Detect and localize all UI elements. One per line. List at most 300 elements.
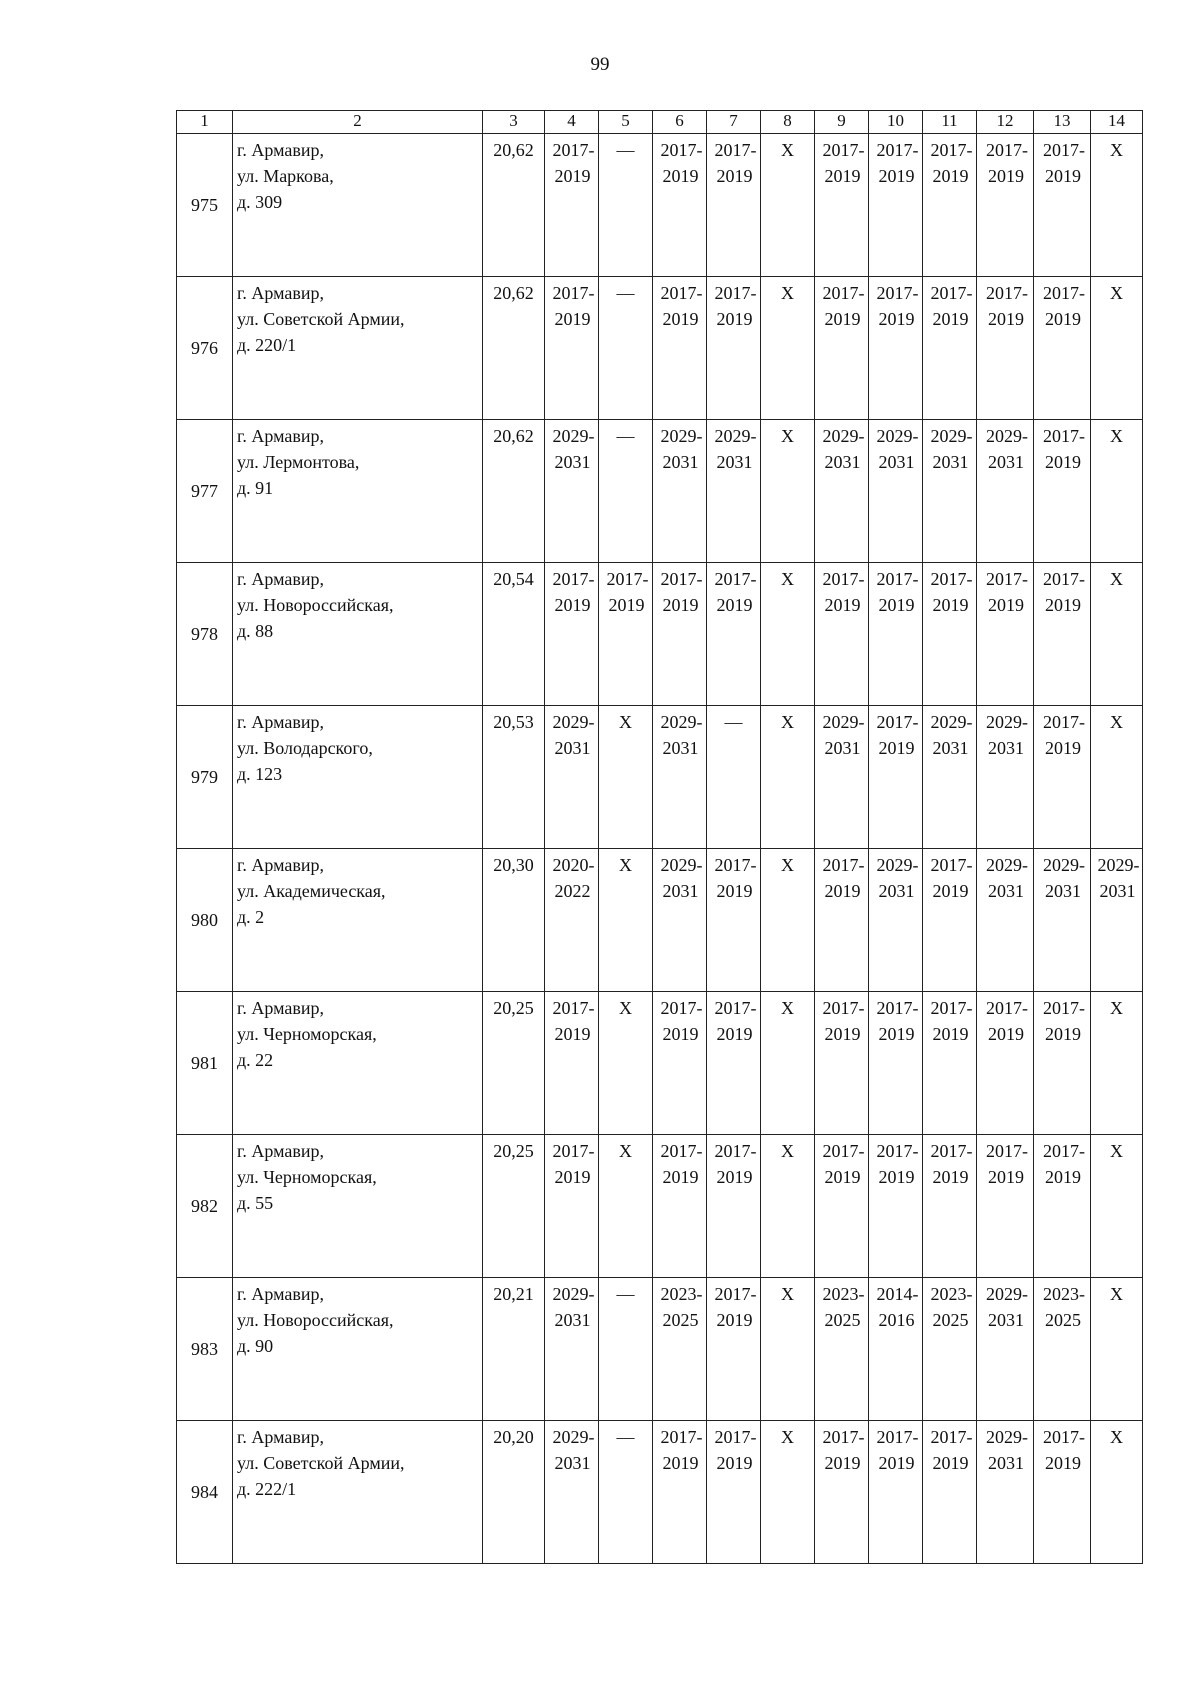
schedule-cell: Х [1091,706,1143,849]
schedule-cell [923,563,977,706]
schedule-cell [1034,134,1091,277]
schedule-cell [815,706,869,849]
schedule-cell [653,1135,707,1278]
period-start: 2017- [552,283,595,303]
period-start: 2017- [1043,140,1085,160]
schedule-cell [923,134,977,277]
period-start: 2017- [822,140,865,160]
period-start: 2017- [1043,283,1085,303]
schedule-cell [1034,992,1091,1135]
address-cell [233,134,483,277]
area-cell: 20,53 [483,706,545,849]
table-row [177,420,1143,563]
period-start: 2017- [986,569,1028,589]
period-start: 2023- [1043,1284,1085,1304]
period-end: 2031 [554,738,591,758]
period-start: 2017- [552,140,595,160]
period-start: 2023- [930,1284,973,1304]
period-end: 2019 [662,1453,699,1473]
period-start: 2020- [552,855,595,875]
schedule-cell [653,849,707,992]
schedule-cell [545,992,599,1135]
schedule-cell: Х [761,420,815,563]
schedule-cell [869,992,923,1135]
period-end: 2031 [716,452,753,472]
schedule-cell [923,1421,977,1564]
period-end: 2019 [932,166,969,186]
schedule-cell: Х [761,992,815,1135]
period-end: 2019 [1045,1453,1081,1473]
row-number: 983 [177,1278,233,1421]
period-start: 2017- [986,998,1028,1018]
period-end: 2031 [824,452,861,472]
period-start: 2017- [876,140,919,160]
period-start: 2029- [876,855,919,875]
schedule-cell [869,706,923,849]
schedule-cell: — [707,706,761,849]
schedule-cell [545,1421,599,1564]
area-cell: 20,21 [483,1278,545,1421]
period-end: 2019 [1045,595,1081,615]
period-end: 2019 [824,1024,861,1044]
schedule-cell [1034,849,1091,992]
schedule-cell: Х [599,992,653,1135]
schedule-cell [1034,1421,1091,1564]
schedule-cell [1034,1135,1091,1278]
period-end: 2019 [932,1453,969,1473]
period-start: 2029- [986,855,1028,875]
address-line: ул. Лермонтова, [237,452,360,472]
schedule-cell [869,277,923,420]
address-line: г. Армавир, [237,569,324,589]
period-end: 2019 [878,1453,915,1473]
schedule-cell [869,420,923,563]
period-start: 2029- [822,712,865,732]
schedule-cell [815,277,869,420]
period-end: 2019 [824,1453,861,1473]
schedule-cell [977,420,1034,563]
row-number: 977 [177,420,233,563]
period-end: 2031 [932,452,969,472]
period-start: 2029- [930,426,973,446]
address-line: ул. Черноморская, [237,1024,377,1044]
period-start: 2029- [822,426,865,446]
address-cell [233,706,483,849]
period-start: 2017- [930,1427,973,1447]
address-cell [233,277,483,420]
period-end: 2019 [932,309,969,329]
period-end: 2019 [662,166,699,186]
period-start: 2029- [660,855,703,875]
schedule-cell: Х [761,277,815,420]
repair-schedule-table [176,110,1143,1564]
period-end: 2031 [662,881,699,901]
schedule-cell [923,1135,977,1278]
address-line: ул. Маркова, [237,166,334,186]
period-start: 2017- [822,569,865,589]
period-end: 2019 [824,1167,861,1187]
period-end: 2031 [988,1310,1024,1330]
period-end: 2019 [878,1024,915,1044]
schedule-cell: Х [761,706,815,849]
period-end: 2019 [554,166,591,186]
schedule-cell [869,1135,923,1278]
column-number-header: 8 [761,111,815,134]
schedule-cell [977,277,1034,420]
period-start: 2017- [552,569,595,589]
schedule-cell [869,1278,923,1421]
schedule-cell [869,563,923,706]
period-start: 2017- [986,140,1028,160]
period-end: 2019 [1045,1167,1081,1187]
column-number-header: 4 [545,111,599,134]
period-end: 2019 [824,309,861,329]
address-cell [233,563,483,706]
period-end: 2031 [988,881,1024,901]
period-start: 2017- [876,712,919,732]
address-cell [233,1421,483,1564]
schedule-cell: Х [761,1421,815,1564]
schedule-cell [1034,277,1091,420]
period-end: 2019 [878,166,915,186]
schedule-cell [977,134,1034,277]
period-end: 2019 [716,1167,753,1187]
row-number: 978 [177,563,233,706]
schedule-cell [923,849,977,992]
address-line: д. 55 [237,1193,274,1213]
period-end: 2019 [716,166,753,186]
schedule-cell: Х [1091,277,1143,420]
period-end: 2019 [988,1167,1024,1187]
schedule-cell [1034,420,1091,563]
address-line: г. Армавир, [237,712,324,732]
schedule-cell: Х [1091,563,1143,706]
row-number: 981 [177,992,233,1135]
period-end: 2025 [932,1310,969,1330]
schedule-cell: — [599,277,653,420]
column-number-header: 5 [599,111,653,134]
schedule-cell: — [599,1421,653,1564]
schedule-cell [707,420,761,563]
schedule-cell [977,1421,1034,1564]
period-end: 2019 [932,1024,969,1044]
schedule-cell [815,134,869,277]
period-end: 2019 [716,1310,753,1330]
period-start: 2017- [714,569,757,589]
address-cell [233,420,483,563]
address-line: д. 309 [237,192,283,212]
column-number-header: 3 [483,111,545,134]
period-start: 2029- [552,426,595,446]
period-start: 2017- [822,283,865,303]
period-end: 2031 [554,1453,591,1473]
row-number: 984 [177,1421,233,1564]
period-start: 2017- [714,283,757,303]
schedule-cell: Х [761,1278,815,1421]
schedule-cell [1034,706,1091,849]
period-end: 2019 [824,881,861,901]
column-number-header: 2 [233,111,483,134]
table-row [177,563,1143,706]
period-start: 2017- [930,569,973,589]
period-end: 2019 [554,309,591,329]
schedule-cell [869,1421,923,1564]
schedule-cell: Х [1091,1278,1143,1421]
period-end: 2019 [988,166,1024,186]
schedule-cell [1034,563,1091,706]
schedule-cell [923,992,977,1135]
period-end: 2019 [878,309,915,329]
period-start: 2017- [1043,1141,1085,1161]
schedule-cell [869,134,923,277]
table-row [177,706,1143,849]
period-start: 2029- [1043,855,1085,875]
schedule-cell [977,849,1034,992]
period-start: 2029- [552,1284,595,1304]
schedule-cell: Х [1091,1135,1143,1278]
period-start: 2029- [1097,855,1140,875]
schedule-cell [653,134,707,277]
period-start: 2029- [660,712,703,732]
period-start: 2023- [660,1284,703,1304]
schedule-cell: Х [599,706,653,849]
area-cell: 20,25 [483,1135,545,1278]
schedule-cell [815,992,869,1135]
period-start: 2017- [714,1427,757,1447]
schedule-cell [545,563,599,706]
period-end: 2019 [824,595,861,615]
column-number-header: 10 [869,111,923,134]
schedule-cell [707,992,761,1135]
schedule-cell: Х [761,134,815,277]
address-line: д. 91 [237,478,274,498]
period-start: 2017- [552,998,595,1018]
schedule-cell [653,706,707,849]
area-cell: 20,30 [483,849,545,992]
period-start: 2029- [552,1427,595,1447]
schedule-cell [977,563,1034,706]
period-end: 2019 [988,309,1024,329]
schedule-cell: Х [1091,1421,1143,1564]
schedule-cell [869,849,923,992]
address-line: д. 90 [237,1336,274,1356]
period-start: 2029- [930,712,973,732]
row-number: 982 [177,1135,233,1278]
schedule-cell [815,1135,869,1278]
schedule-cell [707,849,761,992]
period-start: 2029- [986,1427,1028,1447]
address-line: ул. Советской Армии, [237,1453,405,1473]
address-cell [233,992,483,1135]
area-cell: 20,62 [483,277,545,420]
address-line: ул. Советской Армии, [237,309,405,329]
period-end: 2019 [716,595,753,615]
schedule-cell [545,1135,599,1278]
address-line: д. 222/1 [237,1479,297,1499]
period-start: 2017- [930,1141,973,1161]
period-start: 2017- [822,1141,865,1161]
schedule-cell: — [599,134,653,277]
column-number-header: 6 [653,111,707,134]
period-start: 2029- [552,712,595,732]
schedule-cell [653,563,707,706]
period-start: 2029- [660,426,703,446]
period-start: 2017- [876,1427,919,1447]
period-end: 2019 [988,1024,1024,1044]
table-row [177,134,1143,277]
period-end: 2031 [988,1453,1024,1473]
row-number: 976 [177,277,233,420]
period-end: 2019 [1045,452,1081,472]
address-line: ул. Черноморская, [237,1167,377,1187]
period-end: 2025 [662,1310,699,1330]
schedule-cell [1034,1278,1091,1421]
period-end: 2031 [1045,881,1081,901]
schedule-cell [923,420,977,563]
row-number: 979 [177,706,233,849]
schedule-cell [815,1278,869,1421]
schedule-cell [653,1421,707,1564]
address-line: ул. Академическая, [237,881,386,901]
column-number-header: 11 [923,111,977,134]
schedule-cell: Х [761,1135,815,1278]
period-start: 2017- [876,1141,919,1161]
period-end: 2019 [554,1024,591,1044]
address-line: г. Армавир, [237,426,324,446]
period-start: 2029- [986,712,1028,732]
schedule-cell [977,1135,1034,1278]
schedule-cell [545,849,599,992]
period-end: 2019 [878,595,915,615]
period-start: 2017- [876,283,919,303]
period-end: 2019 [554,1167,591,1187]
schedule-cell [707,563,761,706]
address-line: г. Армавир, [237,140,324,160]
schedule-cell: Х [1091,420,1143,563]
period-end: 2031 [824,738,861,758]
address-line: д. 2 [237,907,265,927]
address-line: ул. Новороссийская, [237,1310,394,1330]
period-end: 2019 [662,595,699,615]
period-end: 2019 [932,1167,969,1187]
period-start: 2017- [714,855,757,875]
period-start: 2017- [930,998,973,1018]
period-start: 2017- [1043,1427,1085,1447]
period-end: 2031 [662,452,699,472]
address-line: г. Армавир, [237,1427,324,1447]
period-start: 2017- [822,998,865,1018]
period-start: 2029- [714,426,757,446]
schedule-cell: — [599,420,653,563]
period-end: 2019 [878,1167,915,1187]
period-end: 2031 [878,881,915,901]
period-start: 2017- [822,1427,865,1447]
column-number-header: 9 [815,111,869,134]
period-start: 2029- [986,426,1028,446]
period-start: 2029- [986,1284,1028,1304]
period-start: 2017- [986,283,1028,303]
period-end: 2031 [932,738,969,758]
schedule-cell [1091,849,1143,992]
address-line: г. Армавир, [237,1141,324,1161]
period-start: 2017- [660,283,703,303]
period-end: 2019 [932,595,969,615]
period-start: 2017- [714,140,757,160]
period-start: 2029- [876,426,919,446]
schedule-cell [653,277,707,420]
period-start: 2017- [714,998,757,1018]
period-end: 2031 [988,452,1024,472]
period-end: 2031 [554,452,591,472]
period-end: 2019 [662,1024,699,1044]
schedule-cell [923,1278,977,1421]
column-number-header: 1 [177,111,233,134]
schedule-cell [653,992,707,1135]
schedule-cell [653,1278,707,1421]
period-end: 2019 [824,166,861,186]
address-line: г. Армавир, [237,855,324,875]
schedule-cell [815,563,869,706]
period-end: 2031 [1099,881,1136,901]
schedule-cell [707,134,761,277]
column-number-header: 12 [977,111,1034,134]
address-line: г. Армавир, [237,998,324,1018]
period-end: 2019 [716,309,753,329]
schedule-cell [545,706,599,849]
schedule-cell [545,277,599,420]
period-end: 2025 [824,1310,861,1330]
address-cell [233,1135,483,1278]
schedule-cell [545,1278,599,1421]
address-line: ул. Володарского, [237,738,373,758]
period-start: 2014- [876,1284,919,1304]
area-cell: 20,62 [483,420,545,563]
table-row [177,1278,1143,1421]
period-start: 2017- [876,569,919,589]
schedule-cell [923,706,977,849]
address-cell [233,849,483,992]
address-line: г. Армавир, [237,1284,324,1304]
schedule-cell [923,277,977,420]
column-number-row [177,111,1143,134]
address-cell [233,1278,483,1421]
schedule-cell [545,134,599,277]
schedule-cell [815,420,869,563]
table-row [177,1135,1143,1278]
period-end: 2019 [932,881,969,901]
schedule-cell: Х [599,849,653,992]
schedule-cell [815,1421,869,1564]
period-start: 2017- [1043,569,1085,589]
period-start: 2017- [930,855,973,875]
schedule-cell: — [599,1278,653,1421]
period-end: 2019 [988,595,1024,615]
period-start: 2023- [822,1284,865,1304]
schedule-cell: Х [1091,134,1143,277]
period-end: 2019 [662,309,699,329]
period-start: 2017- [660,1141,703,1161]
row-number: 975 [177,134,233,277]
area-cell: 20,20 [483,1421,545,1564]
period-start: 2017- [714,1284,757,1304]
period-start: 2017- [714,1141,757,1161]
period-end: 2025 [1045,1310,1081,1330]
period-start: 2017- [660,569,703,589]
period-end: 2031 [662,738,699,758]
period-end: 2019 [878,738,915,758]
period-start: 2017- [930,283,973,303]
schedule-cell [707,1135,761,1278]
